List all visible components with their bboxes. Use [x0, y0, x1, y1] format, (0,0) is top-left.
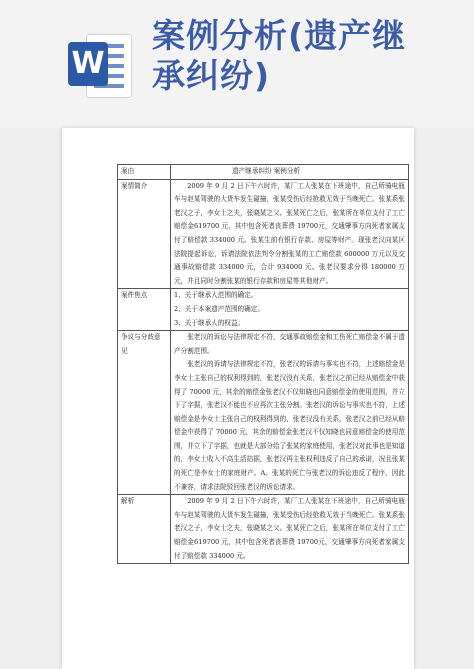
row-content-summary — [171, 179, 409, 289]
table-row-analysis — [118, 495, 409, 564]
focus-item: 3、关于继承人的权益。 — [174, 318, 245, 327]
document-page — [62, 128, 414, 669]
row-label-summary: 案情简介 — [118, 179, 171, 289]
row-content-dispute — [171, 331, 409, 495]
analysis-paragraph: 2009 年 9 月 2 日下午六时许，某厂工人张某在下班途中，自己所骑电瓶车与赵某驾驶的大货车发生碰撞，张某受伤后经抢救无效于当晚死亡。张某系张老汉之子，李女士之夫，张晓某之父。张某死亡之后，张某所在单位支付了工亡赔偿金619700 元，其中包含死者丧葬费 19700元，交通肇事方向死者家属支付了赔偿款 334000 元。 — [174, 497, 405, 560]
word-document-icon — [68, 30, 132, 100]
header-value-cell — [171, 165, 409, 180]
word-w-badge: W — [68, 42, 108, 86]
header-banner — [0, 0, 474, 128]
document-title — [152, 16, 452, 96]
focus-item: 2、关于本案遗产范围的确定。 — [174, 304, 264, 313]
document-title-line2: 承纠纷) — [152, 56, 271, 95]
table-row-focus — [118, 289, 409, 331]
focus-item: 1、关于继承人范围的确定。 — [174, 291, 258, 300]
case-heading: 遗产继承纠纷 案例分析 — [232, 167, 301, 175]
dispute-paragraph: 张老汉的诉请与法律规定不符，张老汉的诉请与事实也不符，上述赔偿金是李女士主张自己的权利得到的，张老汉没有关系，张老汉之前已经从赔偿金中获得了 70000 元，其余的赔偿金张老汉不仅知晓也同意赔偿金的使用范围，并立下了字据，张老汉不能也不应再次主张分割。张老汉的诉讼与事实也不符，上述赔偿金是李女士主张自己的权利得到的，张老汉没有关系，张老汉之前已经从赔偿金中获得了 70000 元，其余的赔偿金张老汉不仅知晓也同意赔偿金的使用范围，并立下了字据，也就是大部分给了张某的家庭使用，张老汉对此事也是知道的，李女士收入不高生活拮据，张老汉再主张权利违反了自己的承诺，况且张某的死亡是李女士的家庭财产。A、张某的死亡与张老汉的诉讼违反了程序，因此不兼容，请求法院驳回张老汉的诉讼请求。 — [174, 360, 405, 491]
row-content-focus — [171, 289, 409, 331]
table-row-dispute — [118, 331, 409, 495]
table-header-row — [118, 165, 409, 180]
dispute-paragraph: 张老汉的诉讼与法律规定不符，交通事故赔偿金和工伤死亡赔偿金不属于遗产分割范围。 — [174, 333, 405, 355]
row-label-analysis: 解析 — [118, 495, 171, 564]
header-label-cell: 案由 — [118, 165, 171, 180]
case-table — [117, 164, 409, 564]
summary-paragraph: 2009 年 9 月 2 日下午六时许，某厂工人张某在下班途中，自己所骑电瓶车与赵某驾驶的大货车发生碰撞，张某受伤后经抢救无效于当晚死亡。张某系张老汉之子，李女士之夫，张晓某之父。张某死亡之后，张某所在单位支付了工亡赔偿金619700 元，其中包含死者丧葬费 19700元，交通肇事方向死者家属支付了赔偿款 334000 元。张某生前有银行存款、房屋等财产。现张老汉向某区法院提起诉讼，诉请法院依法判令分割张某的工亡赔偿款 600000 万元以及交通事故赔偿款 334000 元，合计 934000 元。张老汉要求分得 180000 万元，并且同时分割张某的银行存款和房屋等其他财产。 — [174, 181, 405, 285]
document-title-line1: 案例分析(遗产继 — [152, 16, 407, 55]
table-row-summary — [118, 179, 409, 289]
row-label-dispute: 争议与分歧意见 — [118, 331, 171, 495]
row-content-analysis — [171, 495, 409, 564]
row-label-focus: 案件焦点 — [118, 289, 171, 331]
